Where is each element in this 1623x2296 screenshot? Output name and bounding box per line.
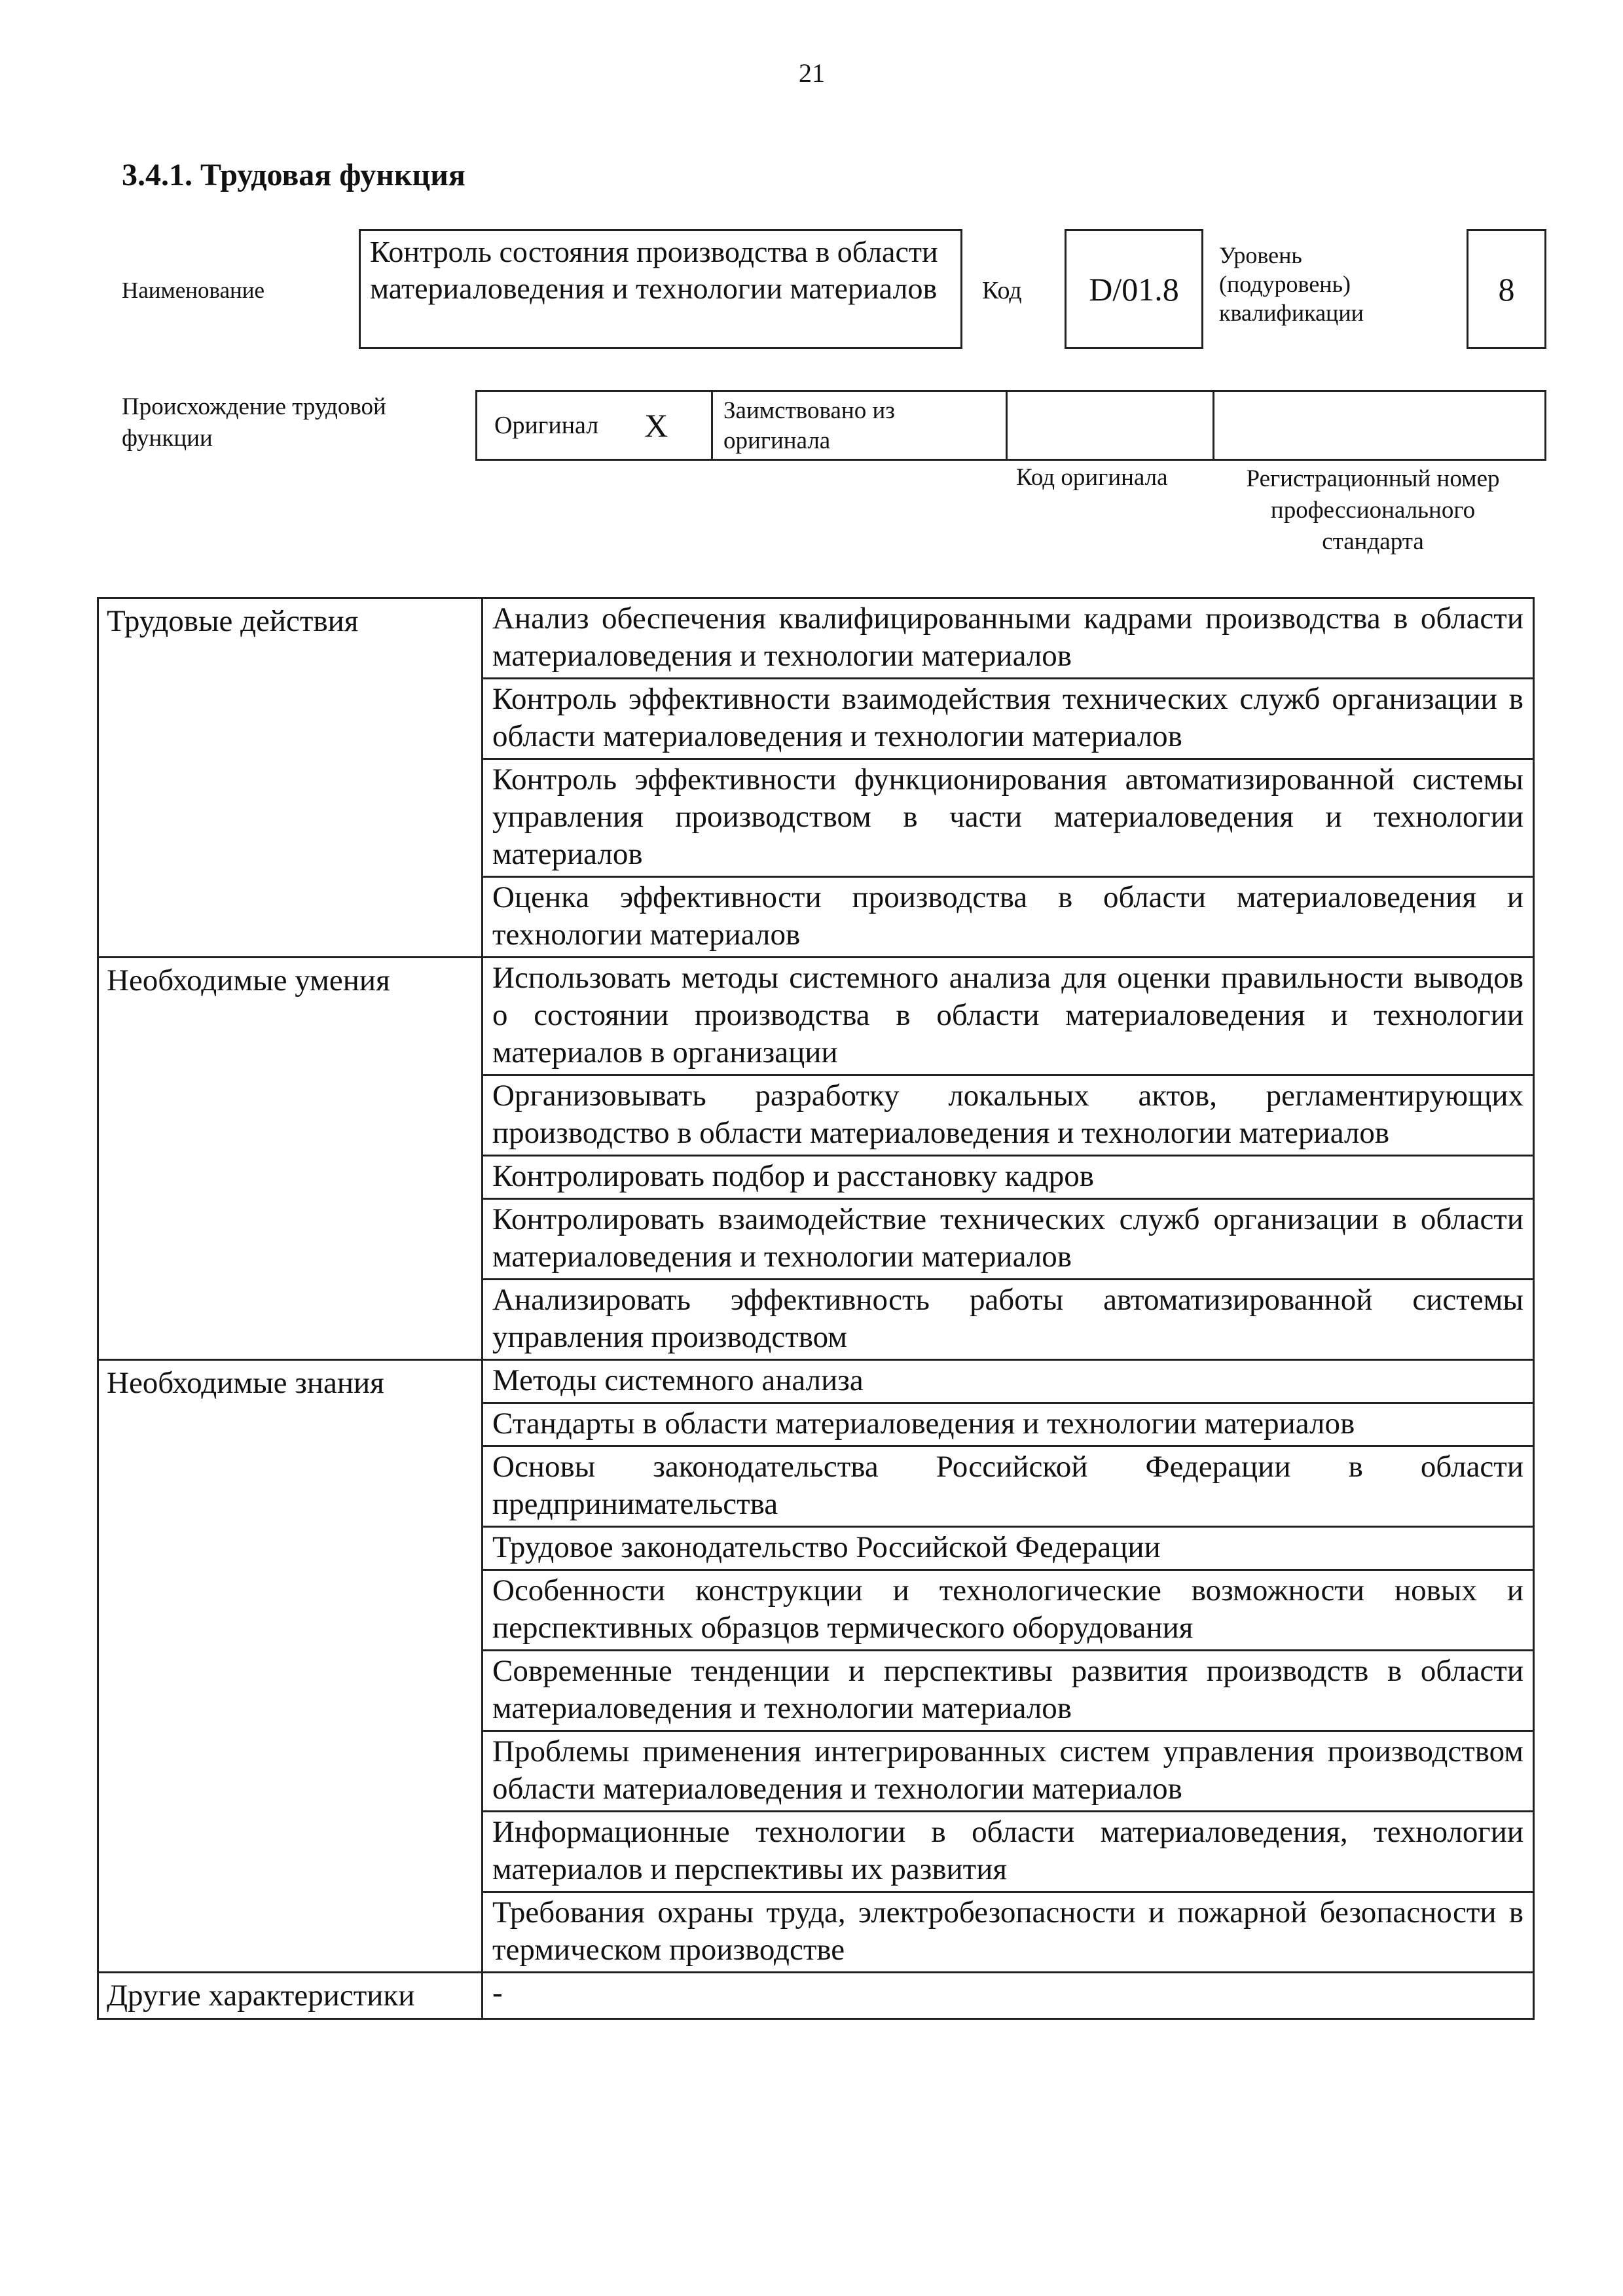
level-label-line: Уровень — [1219, 242, 1302, 268]
knowledge-item: Проблемы применения интегрированных систем управления производством области материаловедения и технологии материалов — [483, 1731, 1534, 1812]
level-label-line: квалификации — [1219, 300, 1364, 326]
other-characteristics-label: Другие характеристики — [98, 1973, 483, 2019]
original-code-caption: Код оригинала — [1016, 464, 1168, 491]
section-title: 3.4.1. Трудовая функция — [122, 158, 465, 192]
labor-actions-label: Трудовые действия — [98, 598, 483, 958]
function-code-box: D/01.8 — [1065, 229, 1203, 349]
labor-action-item: Контроль эффективности функционирования автоматизированной системы управления производством в части материаловедения и технологии материалов — [483, 759, 1534, 877]
knowledge-item: Основы законодательства Российской Федерации в области предпринимательства — [483, 1446, 1534, 1527]
skill-item: Использовать методы системного анализа для оценки правильности выводов о состоянии производства в области материаловедения и технологии материалов в организации — [483, 958, 1534, 1075]
original-label: Оригинал — [494, 412, 599, 439]
labor-action-item: Оценка эффективности производства в области материаловедения и технологии материалов — [483, 877, 1534, 958]
labor-action-item: Контроль эффективности взаимодействия технических служб организации в области материаловедения и технологии материалов — [483, 679, 1534, 759]
knowledge-item: Особенности конструкции и технологические возможности новых и перспективных образцов термического оборудования — [483, 1570, 1534, 1651]
table-row — [98, 1973, 1534, 2019]
labor-action-item: Анализ обеспечения квалифицированными кадрами производства в области материаловедения и технологии материалов — [483, 598, 1534, 679]
origin-label: Происхождение трудовой функции — [122, 393, 386, 452]
skill-item: Организовывать разработку локальных актов, регламентирующих производство в области материаловедения и технологии материалов — [483, 1075, 1534, 1156]
knowledge-label: Необходимые знания — [98, 1360, 483, 1973]
code-label: Код — [982, 277, 1022, 304]
borrowed-label: Заимствовано из оригинала — [713, 392, 1008, 459]
registration-number-cell — [1214, 392, 1544, 459]
level-label-line: (подуровень) — [1219, 271, 1351, 297]
knowledge-item: Информационные технологии в области материаловедения, технологии материалов и перспективы их развития — [483, 1812, 1534, 1892]
qualification-level-label — [1219, 241, 1364, 327]
knowledge-item: Современные тенденции и перспективы развития производств в области материаловедения и технологии материалов — [483, 1651, 1534, 1731]
function-details-table — [97, 597, 1535, 2020]
page-number: 21 — [799, 58, 825, 88]
skill-item: Анализировать эффективность работы автоматизированной системы управления производством — [483, 1280, 1534, 1360]
origin-original-cell — [477, 392, 713, 459]
table-row — [98, 598, 1534, 679]
table-row — [98, 958, 1534, 1075]
original-mark: X — [644, 407, 668, 444]
original-code-cell — [1008, 392, 1214, 459]
knowledge-item: Стандарты в области материаловедения и технологии материалов — [483, 1403, 1534, 1446]
knowledge-item: Требования охраны труда, электробезопасности и пожарной безопасности в термическом производстве — [483, 1892, 1534, 1973]
skill-item: Контролировать подбор и расстановку кадров — [483, 1156, 1534, 1199]
qualification-level-box: 8 — [1467, 229, 1546, 349]
table-row — [98, 1360, 1534, 1403]
name-label: Наименование — [122, 278, 265, 303]
registration-number-caption: Регистрационный номер профессионального стандарта — [1246, 465, 1500, 555]
knowledge-item: Трудовое законодательство Российской Федерации — [483, 1527, 1534, 1570]
origin-row — [475, 390, 1546, 461]
skill-item: Контролировать взаимодействие технических служб организации в области материаловедения и технологии материалов — [483, 1199, 1534, 1280]
function-name-box: Контроль состояния производства в области материаловедения и технологии материалов — [359, 229, 962, 349]
skills-label: Необходимые умения — [98, 958, 483, 1360]
other-characteristics-value: - — [483, 1973, 1534, 2019]
knowledge-item: Методы системного анализа — [483, 1360, 1534, 1403]
